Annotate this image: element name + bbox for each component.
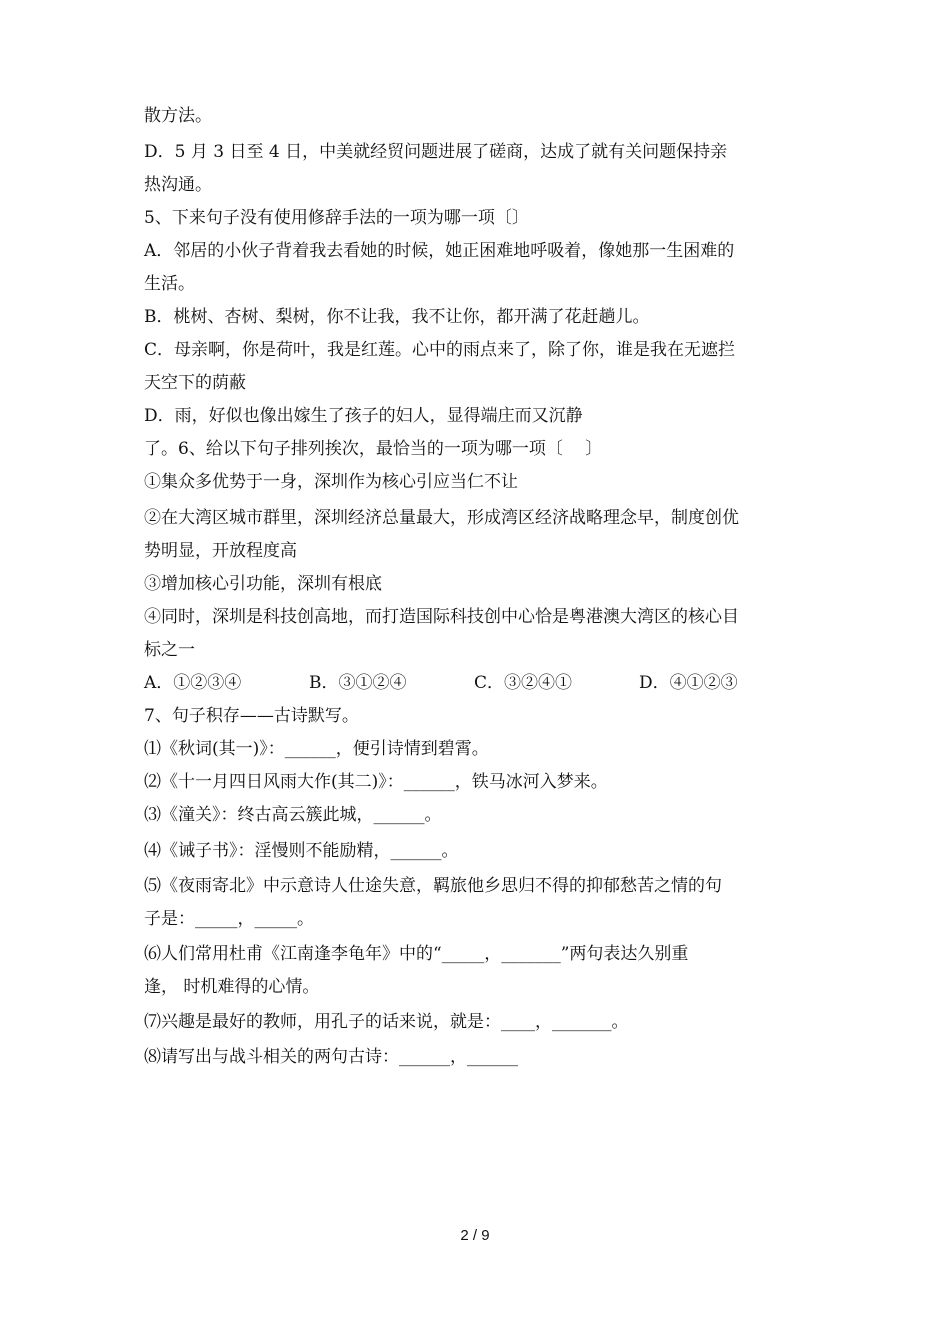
q6-sentence-1: ①集众多优势于一身，深圳作为核心引应当仁不让 [144, 472, 518, 492]
q6-options-row [144, 671, 804, 695]
text-line: 标之一 [144, 640, 195, 660]
q7-item-5: ⑸《夜雨寄北》中示意诗人仕途失意，羁旅他乡思归不得的抑郁愁苦之情的句 [144, 876, 722, 896]
q7-item-1: ⑴《秋词(其一)》：______，便引诗情到碧霄。 [144, 739, 489, 759]
q6-option-c: C．③②④① [474, 673, 573, 693]
question-5-title: 5、下来句子没有使用修辞手法的一项为哪一项〔〕 [144, 208, 529, 228]
q5-option-b: B．桃树、杏树、梨树，你不让我，我不让你，都开满了花赶趟儿。 [144, 307, 650, 327]
q5-option-a: A．邻居的小伙子背着我去看她的时候，她正困难地呼吸着，像她那一生困难的 [144, 241, 735, 261]
q6-option-b: B．③①②④ [309, 673, 407, 693]
text-line: 散方法。 [144, 106, 212, 126]
text-line: 热沟通。 [144, 175, 212, 195]
text-line: 逢， 时机难得的心情。 [144, 977, 320, 997]
q7-item-3: ⑶《潼关》：终古高云簇此城，______。 [144, 805, 442, 825]
q7-item-7: ⑺兴趣是最好的教师，用孔子的话来说，就是：____，_______。 [144, 1012, 629, 1032]
q7-item-8: ⑻请写出与战斗相关的两句古诗：______，______ [144, 1047, 518, 1067]
q6-sentence-4: ④同时，深圳是科技创高地，而打造国际科技创中心恰是粤港澳大湾区的核心目 [144, 607, 739, 627]
q7-item-6: ⑹人们常用杜甫《江南逢李龟年》中的“_____，_______”两句表达久别重 [144, 944, 689, 964]
q7-item-2: ⑵《十一月四日风雨大作(其二)》：______，铁马冰河入梦来。 [144, 772, 608, 792]
q7-item-4: ⑷《诫子书》：淫慢则不能励精，______。 [144, 841, 459, 861]
q6-option-a: A．①②③④ [144, 673, 242, 693]
text-line: 子是：_____，_____。 [144, 909, 314, 929]
q6-sentence-3: ③增加核心引功能，深圳有根底 [144, 574, 382, 594]
question-6-title: 了。6、给以下句子排列挨次，最恰当的一项为哪一项〔 〕 [144, 439, 603, 459]
question-7-title: 7、句子积存——古诗默写。 [144, 706, 359, 726]
q6-sentence-2: ②在大湾区城市群里，深圳经济总量最大，形成湾区经济战略理念早，制度创优 [144, 508, 739, 528]
option-d-line: D．5 月 3 日至 4 日，中美就经贸问题进展了磋商，达成了就有关问题保持亲 [144, 142, 728, 162]
text-line: 天空下的荫蔽 [144, 373, 246, 393]
text-line: 势明显，开放程度高 [144, 541, 297, 561]
q5-option-d: D．雨，好似也像出嫁生了孩子的妇人，显得端庄而又沉静 [144, 406, 583, 426]
q6-option-d: D．④①②③ [639, 673, 738, 693]
page-number: 2 / 9 [460, 1227, 490, 1244]
q5-option-c: C．母亲啊，你是荷叶，我是红莲。心中的雨点来了，除了你，谁是我在无遮拦 [144, 340, 736, 360]
text-line: 生活。 [144, 274, 195, 294]
